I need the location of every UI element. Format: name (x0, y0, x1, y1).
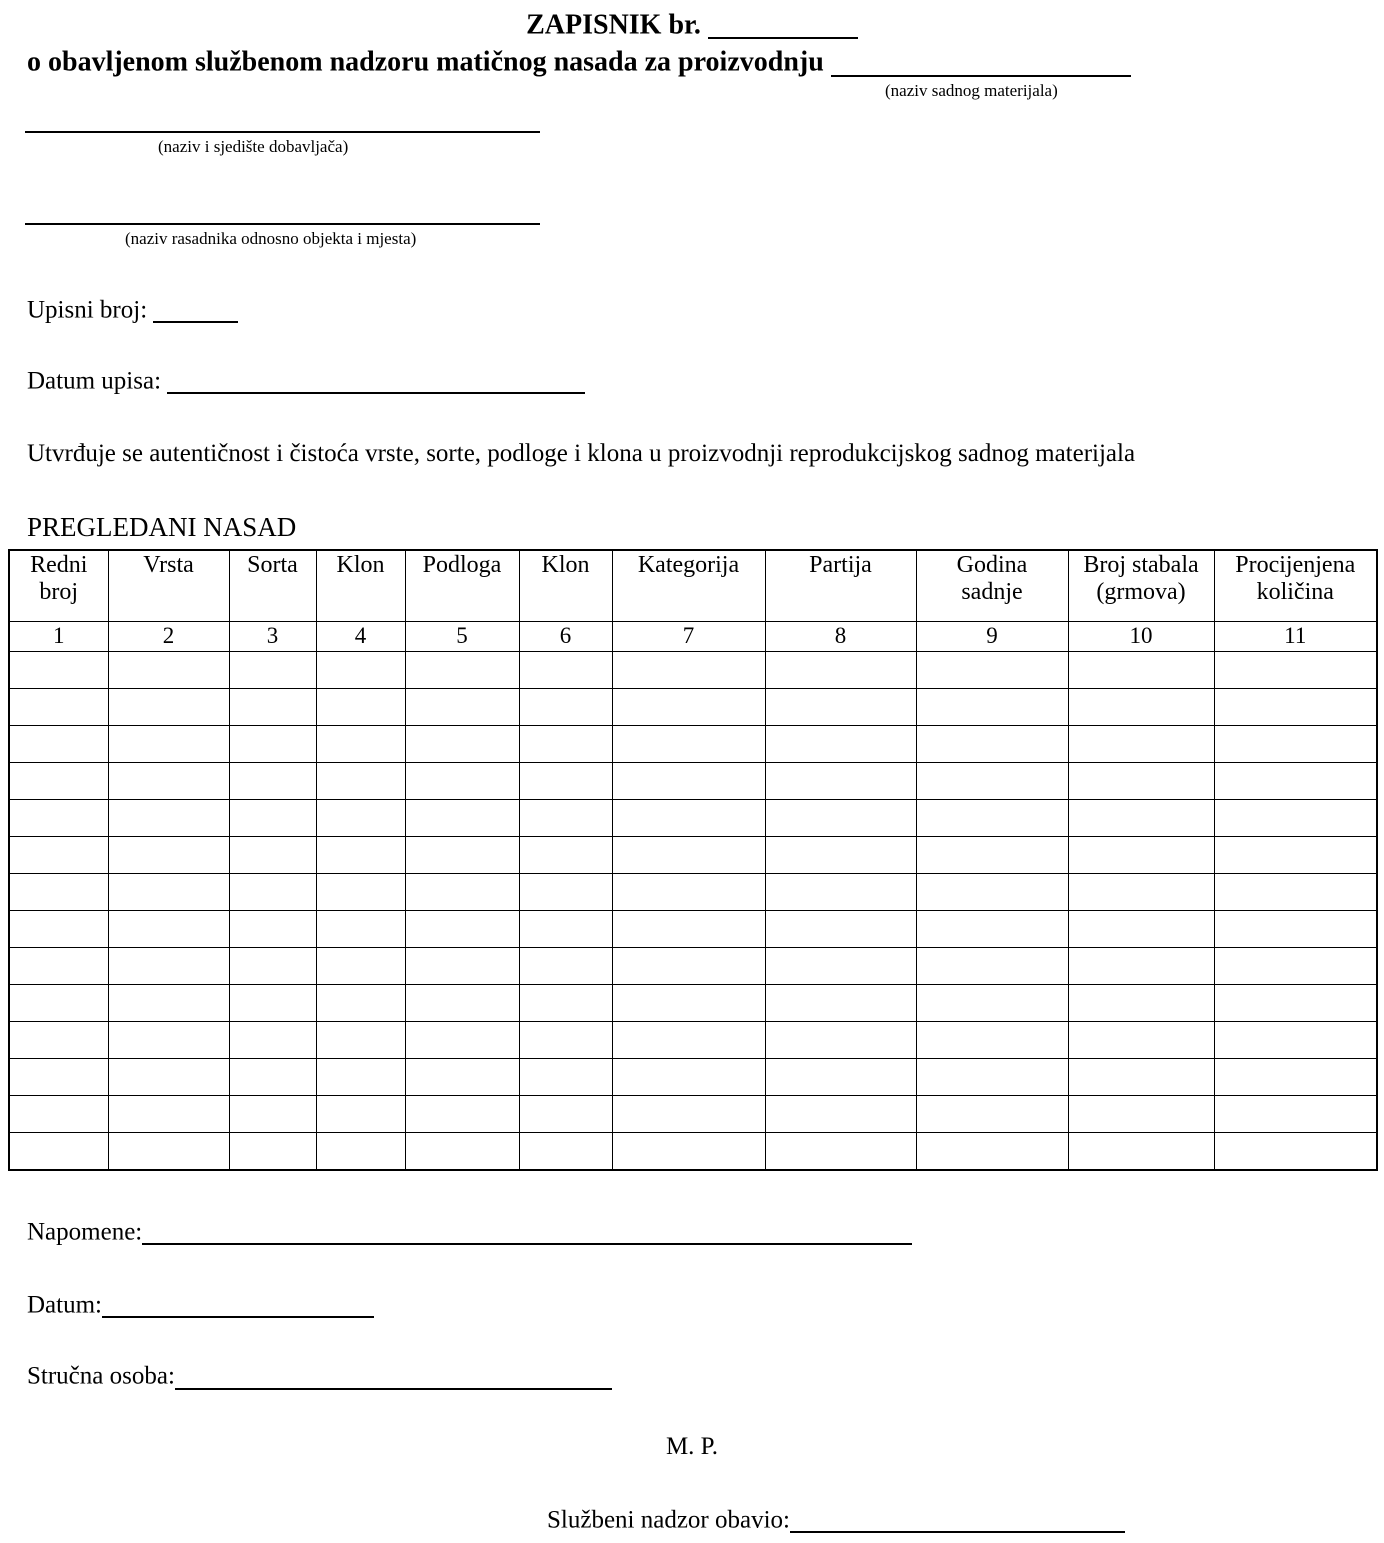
table-cell (229, 984, 316, 1021)
table-cell (9, 1095, 108, 1132)
table-cell (405, 910, 519, 947)
table-cell (9, 688, 108, 725)
table-cell (1068, 688, 1214, 725)
table-cell (765, 1021, 916, 1058)
table-cell (1068, 910, 1214, 947)
caption-material: (naziv sadnog materijala) (885, 80, 1058, 100)
table-cell (229, 762, 316, 799)
table-cell (612, 873, 765, 910)
table-cell (612, 762, 765, 799)
column-header: Vrsta (108, 550, 229, 622)
napomene-blank (142, 1217, 912, 1245)
table-cell (916, 1021, 1068, 1058)
table-cell (108, 1095, 229, 1132)
table-cell (1214, 1021, 1377, 1058)
table-cell (316, 799, 405, 836)
table-cell (9, 762, 108, 799)
table-cell (316, 1021, 405, 1058)
table-cell (108, 947, 229, 984)
table-cell (612, 1058, 765, 1095)
table-cell (108, 1132, 229, 1170)
table-cell (316, 984, 405, 1021)
field-datum (27, 1290, 1384, 1319)
table-cell (1214, 651, 1377, 688)
table-cell (405, 688, 519, 725)
column-number: 9 (916, 621, 1068, 651)
column-header: Klon (316, 550, 405, 622)
table-row (9, 688, 1377, 725)
table-cell (765, 799, 916, 836)
column-header: Broj stabala (grmova) (1068, 550, 1214, 622)
table-row (9, 1058, 1377, 1095)
table-cell (108, 762, 229, 799)
nursery-blank (25, 223, 540, 225)
supplier-block (25, 131, 1384, 157)
table-cell (1068, 799, 1214, 836)
document-title (0, 0, 1384, 41)
column-header: Sorta (229, 550, 316, 622)
table-cell (405, 1058, 519, 1095)
table-cell (1214, 836, 1377, 873)
table-cell (316, 762, 405, 799)
table-cell (1214, 688, 1377, 725)
table-cell (765, 947, 916, 984)
table-cell (519, 910, 612, 947)
table-cell (9, 947, 108, 984)
table-cell (9, 1058, 108, 1095)
table-cell (108, 799, 229, 836)
column-header: Kategorija (612, 550, 765, 622)
table-cell (1068, 725, 1214, 762)
table-cell (316, 1058, 405, 1095)
table-row (9, 947, 1377, 984)
field-nadzor-obavio (547, 1505, 1384, 1534)
table-cell (519, 799, 612, 836)
table-cell (405, 1095, 519, 1132)
table-cell (405, 762, 519, 799)
table-cell (229, 1021, 316, 1058)
table-cell (1068, 651, 1214, 688)
table-cell (229, 1058, 316, 1095)
table-cell (519, 1095, 612, 1132)
table-row (9, 1095, 1377, 1132)
table-cell (316, 725, 405, 762)
table-cell (316, 836, 405, 873)
column-number: 7 (612, 621, 765, 651)
table-cell (612, 651, 765, 688)
table-cell (612, 984, 765, 1021)
table-row (9, 836, 1377, 873)
table-cell (108, 1058, 229, 1095)
table-cell (229, 688, 316, 725)
table-cell (9, 1021, 108, 1058)
table-cell (765, 984, 916, 1021)
caption-nursery: (naziv rasadnika odnosno objekta i mjesta) (125, 228, 417, 248)
table-cell (405, 984, 519, 1021)
table-section-title: PREGLEDANI NASAD (27, 511, 297, 542)
field-napomene (27, 1217, 1384, 1246)
caption-supplier: (naziv i sjedište dobavljača) (158, 136, 349, 156)
table-cell (765, 651, 916, 688)
table-cell (405, 873, 519, 910)
table-row (9, 762, 1377, 799)
table-cell (9, 910, 108, 947)
table-cell (765, 873, 916, 910)
table-cell (765, 688, 916, 725)
column-number: 10 (1068, 621, 1214, 651)
table-cell (316, 873, 405, 910)
table-cell (765, 762, 916, 799)
table-cell (405, 1021, 519, 1058)
table-cell (612, 910, 765, 947)
table-cell (1214, 984, 1377, 1021)
column-number-row (9, 621, 1377, 651)
stamp-placeholder: M. P. (665, 1432, 719, 1460)
table-cell (229, 725, 316, 762)
column-number: 6 (519, 621, 612, 651)
datum-blank (102, 1290, 374, 1318)
nadzor-obavio-blank (790, 1505, 1125, 1533)
table-cell (765, 910, 916, 947)
table-cell (612, 1095, 765, 1132)
table-cell (1214, 1058, 1377, 1095)
table-cell (405, 947, 519, 984)
table-row (9, 873, 1377, 910)
table-cell (229, 799, 316, 836)
table-cell (1214, 873, 1377, 910)
column-header: Procijenjena količina (1214, 550, 1377, 622)
table-cell (229, 910, 316, 947)
table-cell (1214, 1095, 1377, 1132)
column-header: Podloga (405, 550, 519, 622)
table-cell (612, 836, 765, 873)
table-cell (916, 725, 1068, 762)
table-cell (316, 651, 405, 688)
table-cell (519, 947, 612, 984)
table-cell (1068, 1021, 1214, 1058)
statement-paragraph: Utvrđuje se autentičnost i čistoća vrste, sorte, podloge i klona u proizvodnji reprodukcijskog sadnog materijala (27, 440, 1136, 468)
table-cell (108, 651, 229, 688)
supplier-blank (25, 131, 540, 133)
table-cell (1068, 947, 1214, 984)
table-cell (108, 873, 229, 910)
table-cell (612, 725, 765, 762)
column-number: 1 (9, 621, 108, 651)
table-cell (1068, 1095, 1214, 1132)
table-cell (405, 1132, 519, 1170)
table-header-row (9, 550, 1377, 622)
table-cell (519, 873, 612, 910)
table-cell (519, 725, 612, 762)
table-cell (1214, 947, 1377, 984)
column-number: 3 (229, 621, 316, 651)
table-cell (108, 836, 229, 873)
strucna-osoba-blank (175, 1361, 612, 1389)
pregledani-nasad-table (8, 549, 1378, 1171)
table-cell (519, 836, 612, 873)
table-cell (1214, 762, 1377, 799)
document-title-text: ZAPISNIK br. (526, 9, 701, 41)
table-cell (519, 1058, 612, 1095)
column-header: Godina sadnje (916, 550, 1068, 622)
table-cell (916, 984, 1068, 1021)
table-cell (916, 836, 1068, 873)
table-row (9, 984, 1377, 1021)
table-cell (519, 984, 612, 1021)
table-cell (9, 725, 108, 762)
datum-upisa-label: Datum upisa: (27, 367, 162, 395)
table-cell (229, 1095, 316, 1132)
table-cell (916, 1095, 1068, 1132)
table-row (9, 910, 1377, 947)
table-cell (519, 1021, 612, 1058)
datum-label: Datum: (27, 1291, 102, 1319)
nursery-block (25, 223, 1384, 249)
field-strucna-osoba (27, 1361, 1384, 1390)
column-number: 2 (108, 621, 229, 651)
table-cell (229, 1132, 316, 1170)
table-cell (519, 1132, 612, 1170)
table-cell (108, 725, 229, 762)
table-cell (229, 873, 316, 910)
table-cell (612, 688, 765, 725)
table-cell (405, 725, 519, 762)
table-row (9, 799, 1377, 836)
nadzor-obavio-label: Službeni nadzor obavio: (547, 1505, 790, 1533)
table-cell (612, 1132, 765, 1170)
document-subtitle-text: o obavljenom službenom nadzoru matičnog nasada za proizvodnju (27, 46, 824, 78)
upisni-broj-blank (153, 295, 238, 323)
table-cell (1214, 725, 1377, 762)
column-number: 8 (765, 621, 916, 651)
table-cell (229, 947, 316, 984)
table-cell (916, 762, 1068, 799)
record-number-blank (708, 8, 858, 39)
table-cell (1068, 873, 1214, 910)
column-number: 11 (1214, 621, 1377, 651)
table-cell (916, 688, 1068, 725)
table-cell (1214, 799, 1377, 836)
table-cell (108, 910, 229, 947)
table-row (9, 1132, 1377, 1170)
table-cell (1068, 762, 1214, 799)
table-cell (765, 725, 916, 762)
table-cell (916, 651, 1068, 688)
table-cell (108, 984, 229, 1021)
table-cell (916, 1058, 1068, 1095)
table-cell (316, 1132, 405, 1170)
table-cell (229, 651, 316, 688)
table-cell (1214, 910, 1377, 947)
column-header: Klon (519, 550, 612, 622)
table-cell (916, 947, 1068, 984)
table-cell (916, 799, 1068, 836)
table-cell (108, 1021, 229, 1058)
column-number: 4 (316, 621, 405, 651)
table-cell (519, 688, 612, 725)
table-cell (765, 1058, 916, 1095)
napomene-label: Napomene: (27, 1218, 143, 1246)
upisni-broj-label: Upisni broj: (27, 296, 148, 324)
table-cell (405, 651, 519, 688)
table-cell (9, 836, 108, 873)
column-number: 5 (405, 621, 519, 651)
table-cell (1214, 1132, 1377, 1170)
table-cell (229, 836, 316, 873)
table-cell (316, 688, 405, 725)
table-cell (1068, 1058, 1214, 1095)
table-cell (316, 1095, 405, 1132)
table-row (9, 1021, 1377, 1058)
table-cell (9, 651, 108, 688)
table-cell (9, 984, 108, 1021)
field-upisni-broj (27, 295, 1384, 324)
field-datum-upisa (27, 366, 1384, 395)
table-cell (405, 799, 519, 836)
table-cell (9, 1132, 108, 1170)
table-cell (916, 873, 1068, 910)
table-cell (765, 836, 916, 873)
table-cell (916, 910, 1068, 947)
table-cell (765, 1095, 916, 1132)
column-header: Redni broj (9, 550, 108, 622)
table-cell (108, 688, 229, 725)
table-cell (316, 947, 405, 984)
table-row (9, 651, 1377, 688)
table-cell (612, 1021, 765, 1058)
datum-upisa-blank (167, 366, 585, 394)
material-name-blank (831, 45, 1131, 76)
table-cell (612, 799, 765, 836)
strucna-osoba-label: Stručna osoba: (27, 1362, 175, 1390)
table-cell (765, 1132, 916, 1170)
table-cell (916, 1132, 1068, 1170)
column-header: Partija (765, 550, 916, 622)
table-cell (1068, 836, 1214, 873)
table-cell (1068, 1132, 1214, 1170)
table-cell (519, 762, 612, 799)
document-subtitle (27, 45, 1384, 78)
table-cell (316, 910, 405, 947)
table-cell (1068, 984, 1214, 1021)
table-cell (519, 651, 612, 688)
table-cell (9, 873, 108, 910)
table-row (9, 725, 1377, 762)
table-cell (612, 947, 765, 984)
table-cell (9, 799, 108, 836)
table-cell (405, 836, 519, 873)
